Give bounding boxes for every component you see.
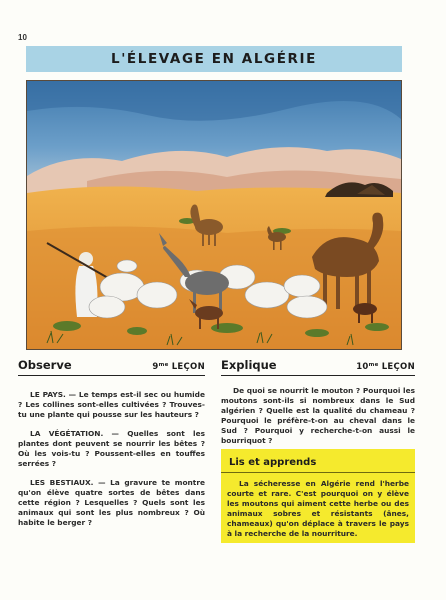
- desert-illustration: [26, 80, 402, 350]
- observe-section: [18, 358, 205, 528]
- observe-header: [18, 358, 205, 376]
- lis-et-apprends-box: [221, 449, 415, 543]
- explique-lesson: $10^{me}$ LEÇON: [356, 362, 415, 372]
- lis-et-apprends-paragraph: La sécheresse en Algérie rend l'herbe courte et rare. C'est pourquoi on y élève les moutons qui aiment cette herbe ou des animaux sobres et résistants (ânes, chameaux) qu'on déplace à travers le pays à la recherche de la nourriture.: [227, 479, 409, 538]
- page-number: 10: [18, 33, 27, 42]
- observe-paragraph-vegetation: LA VÉGÉTATION. — Quelles sont les plantes dont peuvent se nourrir les bêtes ? Où les vois-tu ? Poussent-elles en touffes serrées ?: [18, 429, 205, 468]
- desert-herding-scene: [27, 81, 401, 349]
- lis-et-apprends-header: [221, 449, 415, 473]
- explique-section: [221, 358, 415, 446]
- explique-heading: Explique: [221, 358, 277, 372]
- title-band: [26, 46, 402, 72]
- lis-et-apprends-heading: Lis et apprends: [229, 457, 317, 468]
- observe-paragraph-bestiaux: LES BESTIAUX. — La gravure te montre qu'on élève quatre sortes de bêtes dans cette région ? Lesquelles ? Quels sont les animaux qui sont les plus nombreux ? Où habite le berger ?: [18, 478, 205, 527]
- observe-paragraph-pays: LE PAYS. — Le temps est-il sec ou humide ? Les collines sont-elles cultivées ? Trouves-tu une plante qui pousse sur les hauteurs ?: [18, 390, 205, 419]
- explique-paragraph: De quoi se nourrit le mouton ? Pourquoi les moutons sont-ils si nombreux dans le Sud algérien ? Quelle est la qualité du chameau ? Pourquoi le préfère-t-on au cheval dans le Sud ? Pourquoi y recherche-t-on aussi le bourriquot ?: [221, 386, 415, 445]
- explique-header: [221, 358, 415, 376]
- page-title: L'ÉLEVAGE EN ALGÉRIE: [111, 51, 317, 67]
- observe-lesson: $9^{me}$ LEÇON: [152, 362, 205, 372]
- observe-heading: Observe: [18, 358, 72, 372]
